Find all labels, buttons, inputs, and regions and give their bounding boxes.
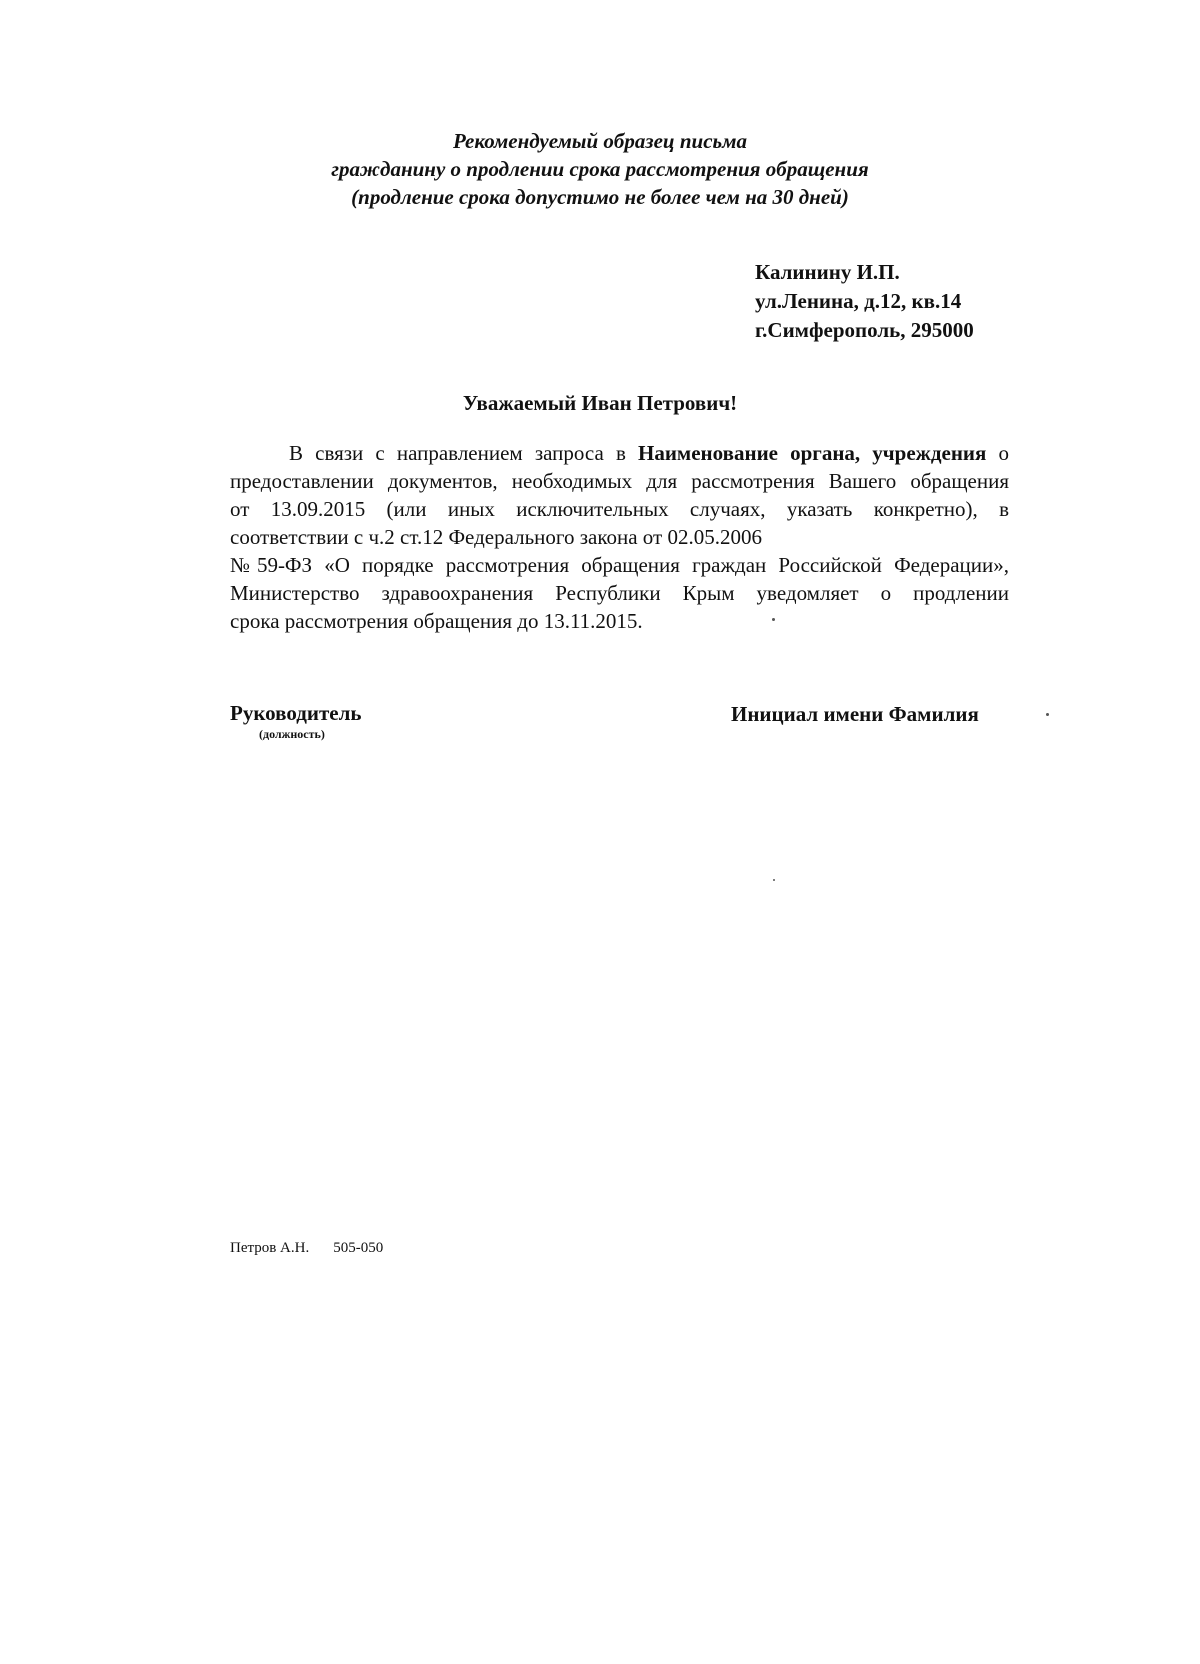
body-line-1-end: о bbox=[986, 441, 1010, 465]
executor-phone: 505-050 bbox=[333, 1240, 384, 1256]
letter-body bbox=[230, 439, 1009, 635]
scan-speck bbox=[1046, 713, 1049, 716]
document-heading bbox=[200, 127, 1000, 211]
executor-name: Петров А.Н. bbox=[230, 1240, 310, 1256]
signer-name: Инициал имени Фамилия bbox=[731, 702, 979, 726]
scan-speck bbox=[773, 879, 775, 881]
executor-info bbox=[230, 1238, 383, 1258]
heading-line-3: (продление срока допустимо не более чем на 30 дней) bbox=[351, 185, 849, 209]
signer-position-caption: (должность) bbox=[259, 727, 325, 741]
recipient-address-block bbox=[755, 258, 974, 345]
body-line-5: №59-ФЗ «О порядке рассмотрения обращения граждан Российской Федерации», bbox=[230, 553, 1009, 577]
salutation: Уважаемый Иван Петрович! bbox=[462, 391, 738, 415]
body-line-6: Министерство здравоохранения Республики Крым уведомляет о продлении bbox=[230, 581, 1009, 605]
body-line-7: срока рассмотрения обращения до 13.11.2015. bbox=[230, 609, 643, 633]
recipient-city: г.Симферополь, 295000 bbox=[755, 318, 974, 342]
scan-speck bbox=[772, 618, 775, 621]
body-line-2: предоставлении документов, необходимых для рассмотрения Вашего обращения bbox=[230, 469, 1009, 493]
heading-line-1: Рекомендуемый образец письма bbox=[452, 129, 748, 153]
recipient-street: ул.Ленина, д.12, кв.14 bbox=[755, 289, 962, 313]
signer-position: Руководитель bbox=[230, 701, 362, 725]
recipient-name: Калинину И.П. bbox=[755, 260, 900, 284]
body-line-1 bbox=[230, 439, 1009, 467]
heading-line-2: гражданину о продлении срока рассмотрения обращения bbox=[331, 157, 869, 181]
body-line-3: от 13.09.2015 (или иных исключительных случаях, указать конкретно), в bbox=[230, 497, 1009, 521]
body-line-1-start: В связи с направлением запроса в bbox=[289, 441, 638, 465]
body-line-4: соответствии с ч.2 ст.12 Федерального закона от 02.05.2006 bbox=[230, 525, 762, 549]
organization-placeholder: Наименование органа, учреждения bbox=[638, 441, 987, 465]
